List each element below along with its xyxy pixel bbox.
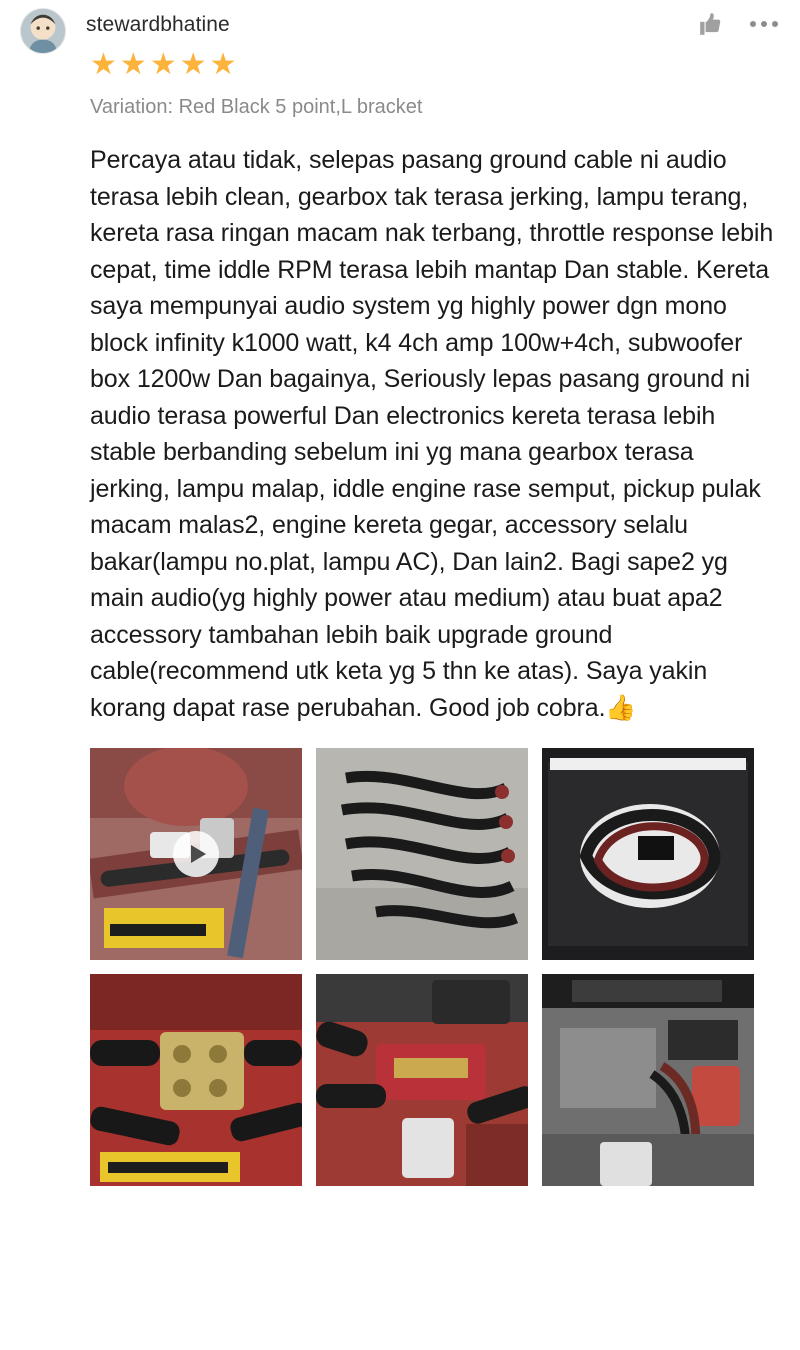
review-text: [0, 120, 800, 726]
star-icon: ★: [209, 48, 237, 81]
media-thumbnail[interactable]: [316, 748, 528, 960]
star-icon: ★: [119, 48, 147, 81]
media-thumbnail-video[interactable]: [90, 748, 302, 960]
review-text-content: Percaya atau tidak, selepas pasang ground cable ni audio terasa lebih clean, gearbox tak terasa jerking, lampu terang, kereta rasa ringan macam nak terbang, throttle response lebih cepat, time iddle RPM terasa lebih mantap Dan stable. Kereta saya mempunyai audio system yg highly power dgn mono block infinity k1000 watt, k4 4ch amp 100w+4ch, subwoofer box 1200w Dan bagainya, Seriously lepas pasang ground ni audio terasa powerful Dan electronics kereta terasa lebih stable berbanding sebelum ini yg mana gearbox terasa jerking, lampu malap, iddle engine rase semput, pickup pulak macam malas2, engine kereta gegar, accessory selalu bakar(lampu no.plat, lampu AC), Dan lain2. Bagi sape2 yg main audio(yg highly power atau medium) atau buat apa2 accessory tambahan lebih baik upgrade ground cable(recommend utk keta yg 5 thn ke atas). Saya yakin korang dapat rase perubahan. Good job cobra.: [90, 146, 781, 722]
avatar[interactable]: [20, 8, 66, 54]
play-button[interactable]: [173, 831, 219, 877]
review-header: [0, 0, 800, 44]
username[interactable]: stewardbhatine: [86, 13, 230, 36]
variation-label: Variation: Red Black 5 point,L bracket: [90, 96, 423, 118]
media-thumbnail[interactable]: [542, 748, 754, 960]
star-rating: [0, 44, 800, 80]
media-thumbnail[interactable]: [542, 974, 754, 1186]
more-options-icon[interactable]: [750, 10, 778, 38]
star-icon: ★: [149, 48, 177, 81]
thumbs-up-icon[interactable]: [698, 10, 724, 38]
media-thumbnail[interactable]: [90, 974, 302, 1186]
thumbs-up-emoji: 👍: [605, 693, 637, 722]
star-icon: ★: [179, 48, 207, 81]
header-actions: [698, 8, 778, 38]
media-thumbnail[interactable]: [316, 974, 528, 1186]
review-media-grid: [0, 726, 800, 1186]
star-icon: ★: [90, 48, 117, 81]
